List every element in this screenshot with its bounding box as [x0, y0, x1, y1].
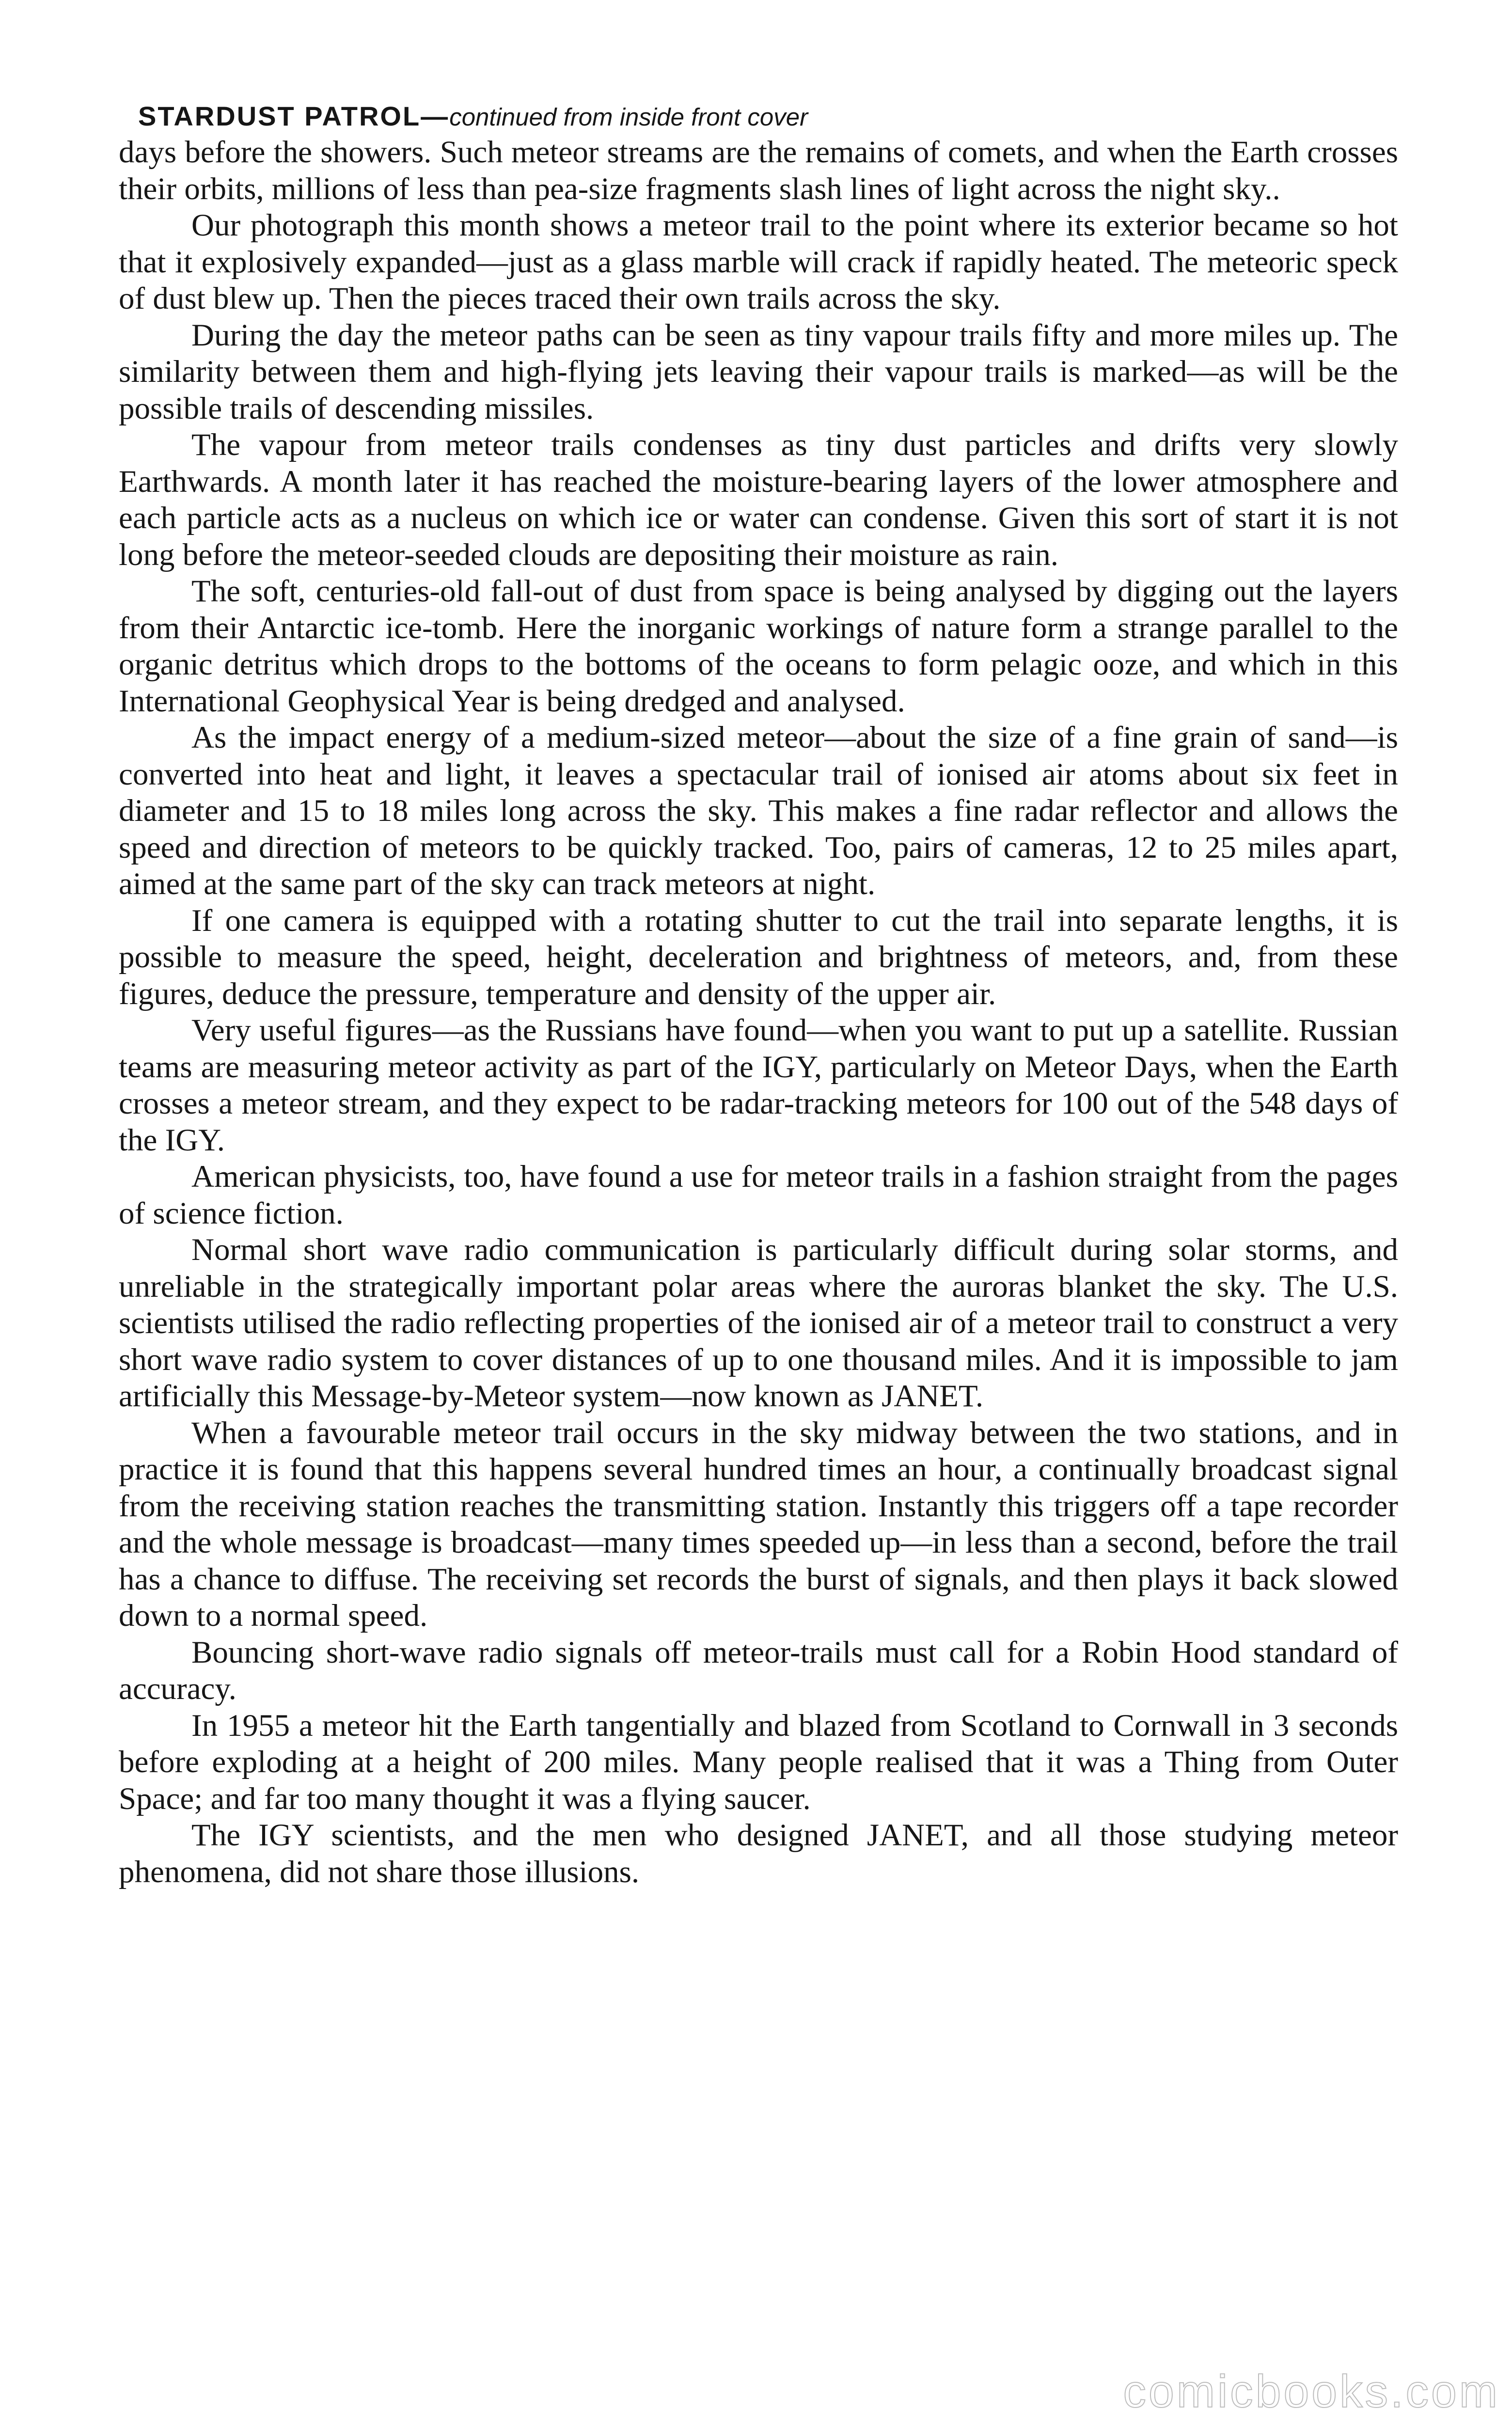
paragraph: The soft, centuries-old fall-out of dust from space is being analysed by digging out the layers from their Antarctic ice-tomb. Here the inorganic workings of nature form a strange parallel to the organic detritus which drops to the bottoms of the oceans to form pelagic ooze, and which in this International Geophysical Year is being dredged and analysed. [119, 574, 1398, 719]
paragraph: When a favourable meteor trail occurs in the sky midway between the two stations, and in practice it is found that this happens several hundred times an hour, a continually broadcast signal from the receiving station reaches the transmitting station. Instantly this triggers off a tape recorder and the whole message is broadcast—many times speeded up—in less than a second, before the trail has a chance to diffuse. The receiving set records the burst of signals, and then plays it back slowed down to a normal speed. [119, 1415, 1398, 1633]
paragraph: Normal short wave radio communication is particularly difficult during solar storms, and unreliable in the strategically important polar areas where the auroras blanket the sky. The U.S. scientists utilised the radio reflecting properties of the ionised air of a meteor trail to construct a very short wave radio system to cover distances of up to one thousand miles. And it is impossible to jam artificially this Message-by-Meteor system—now known as JANET. [119, 1232, 1398, 1414]
paragraph: In 1955 a meteor hit the Earth tangentially and blazed from Scotland to Cornwall in 3 seconds before exploding at a height of 200 miles. Many people realised that it was a Thing from Outer Space; and far too many thought it was a flying saucer. [119, 1708, 1398, 1816]
article-body [119, 134, 1398, 1890]
site-watermark: comicbooks.com [1123, 2366, 1500, 2417]
paragraph: During the day the meteor paths can be seen as tiny vapour trails fifty and more miles up. The similarity between them and high-flying jets leaving their vapour trails is marked—as will be the possible trails of descending missiles. [119, 317, 1398, 426]
paragraph: If one camera is equipped with a rotating shutter to cut the trail into separate lengths, it is possible to measure the speed, height, deceleration and brightness of meteors, and, from these figures, deduce the pressure, temperature and density of the upper air. [119, 903, 1398, 1011]
paragraph: American physicists, too, have found a use for meteor trails in a fashion straight from the pages of science fiction. [119, 1159, 1398, 1231]
paragraph: The IGY scientists, and the men who designed JANET, and all those studying meteor phenomena, did not share those illusions. [119, 1818, 1398, 1889]
article-heading [138, 99, 1398, 134]
paragraph: Our photograph this month shows a meteor trail to the point where its exterior became so hot that it explosively expanded—just as a glass marble will crack if rapidly heated. The meteoric speck of dust blew up. Then the pieces traced their own trails across the sky. [119, 208, 1398, 316]
paragraph: The vapour from meteor trails condenses as tiny dust particles and drifts very slowly Earthwards. A month later it has reached the moisture-bearing layers of the lower atmosphere and each particle acts as a nucleus on which ice or water can condense. Given this sort of start it is not long before the meteor-seeded clouds are depositing their moisture as rain. [119, 427, 1398, 572]
paragraph: Bouncing short-wave radio signals off meteor-trails must call for a Robin Hood standard of accuracy. [119, 1635, 1398, 1706]
continuation-note: continued from inside front cover [449, 103, 808, 131]
paragraph: Very useful figures—as the Russians have found—when you want to put up a satellite. Russian teams are measuring meteor activity as part of the IGY, particularly on Meteor Days, when the Earth crosses a meteor stream, and they expect to be radar-tracking meteors for 100 out of the 548 days of the IGY. [119, 1013, 1398, 1158]
article-title: STARDUST PATROL— [138, 101, 450, 131]
article-page [119, 99, 1398, 1890]
paragraph: days before the showers. Such meteor streams are the remains of comets, and when the Earth crosses their orbits, millions of less than pea-size fragments slash lines of light across the night sky.. [119, 135, 1398, 206]
paragraph: As the impact energy of a medium-sized meteor—about the size of a fine grain of sand—is converted into heat and light, it leaves a spectacular trail of ionised air atoms about six feet in diameter and 15 to 18 miles long across the sky. This makes a fine radar reflector and allows the speed and direction of meteors to be quickly tracked. Too, pairs of cameras, 12 to 25 miles apart, aimed at the same part of the sky can track meteors at night. [119, 720, 1398, 901]
